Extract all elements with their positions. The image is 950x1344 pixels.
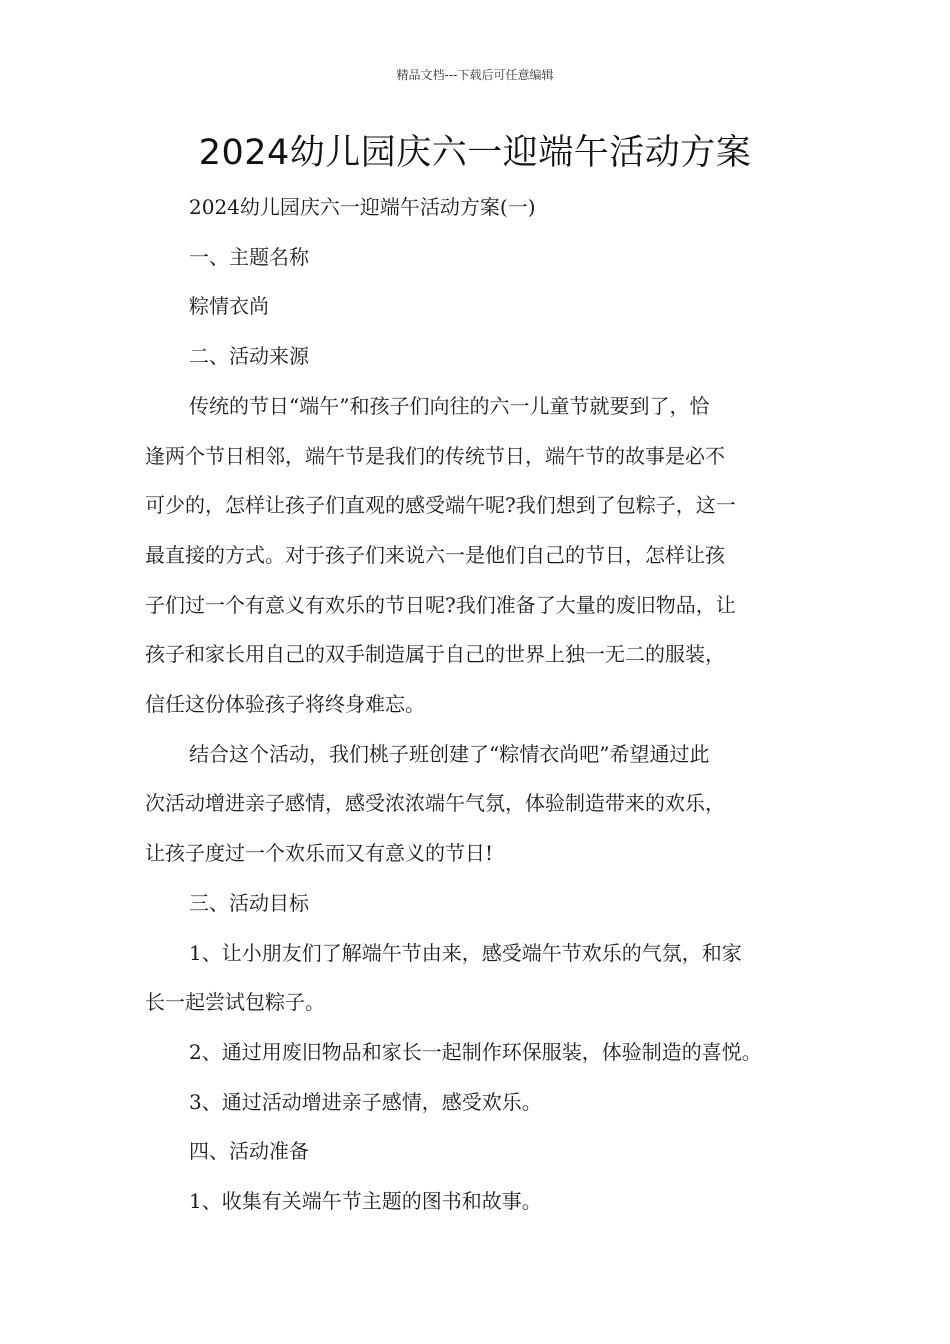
paragraph-line: 可少的，怎样让孩子们直观的感受端午呢?我们想到了包粽子，这一	[145, 493, 736, 518]
section-3-goal-3: 3、通过活动增进亲子感情，感受欢乐。	[189, 1089, 542, 1114]
section-4-item-1: 1、收集有关端午节主题的图书和故事。	[189, 1189, 542, 1214]
subtitle: 2024幼儿园庆六一迎端午活动方案(一)	[189, 195, 536, 219]
paragraph-line: 孩子和家长用自己的双手制造属于自己的世界上独一无二的服装，	[145, 642, 725, 667]
paragraph-line: 信任这份体验孩子将终身难忘。	[145, 692, 425, 717]
section-3-heading: 三、活动目标	[189, 890, 309, 915]
paragraph-line: 结合这个活动，我们桃子班创建了“粽情衣尚吧”希望通过此	[189, 741, 710, 766]
document-body	[145, 183, 825, 1227]
paragraph-line: 逢两个节日相邻，端午节是我们的传统节日，端午节的故事是必不	[145, 443, 725, 468]
section-3-goal-1	[145, 929, 825, 1028]
paragraph-line: 传统的节日“端午”和孩子们向往的六一儿童节就要到了，恰	[189, 393, 710, 418]
page-title: 2024幼儿园庆六一迎端午活动方案	[198, 133, 752, 173]
paragraph-line: 让孩子度过一个欢乐而又有意义的节日!	[145, 841, 494, 866]
header-note: 精品文档---下载后可任意编辑	[396, 68, 554, 82]
paragraph-line: 最直接的方式。对于孩子们来说六一是他们自己的节日，怎样让孩	[145, 542, 725, 567]
paragraph-line: 1、让小朋友们了解端午节由来，感受端午节欢乐的气氛，和家	[189, 940, 742, 965]
paragraph-line: 次活动增进亲子感情，感受浓浓端午气氛，体验制造带来的欢乐，	[145, 791, 725, 816]
paragraph-line: 子们过一个有意义有欢乐的节日呢?我们准备了大量的废旧物品，让	[145, 592, 736, 617]
section-2-paragraph-1	[145, 382, 825, 730]
section-3-goal-2: 2、通过用废旧物品和家长一起制作环保服装，体验制造的喜悦。	[189, 1039, 762, 1064]
section-1-text: 粽情衣尚	[189, 294, 269, 319]
section-4-heading: 四、活动准备	[189, 1139, 309, 1164]
section-1-heading: 一、主题名称	[189, 244, 309, 269]
section-2-paragraph-2	[145, 730, 825, 879]
section-2-heading: 二、活动来源	[189, 344, 309, 369]
paragraph-line: 长一起尝试包粽子。	[145, 990, 325, 1015]
